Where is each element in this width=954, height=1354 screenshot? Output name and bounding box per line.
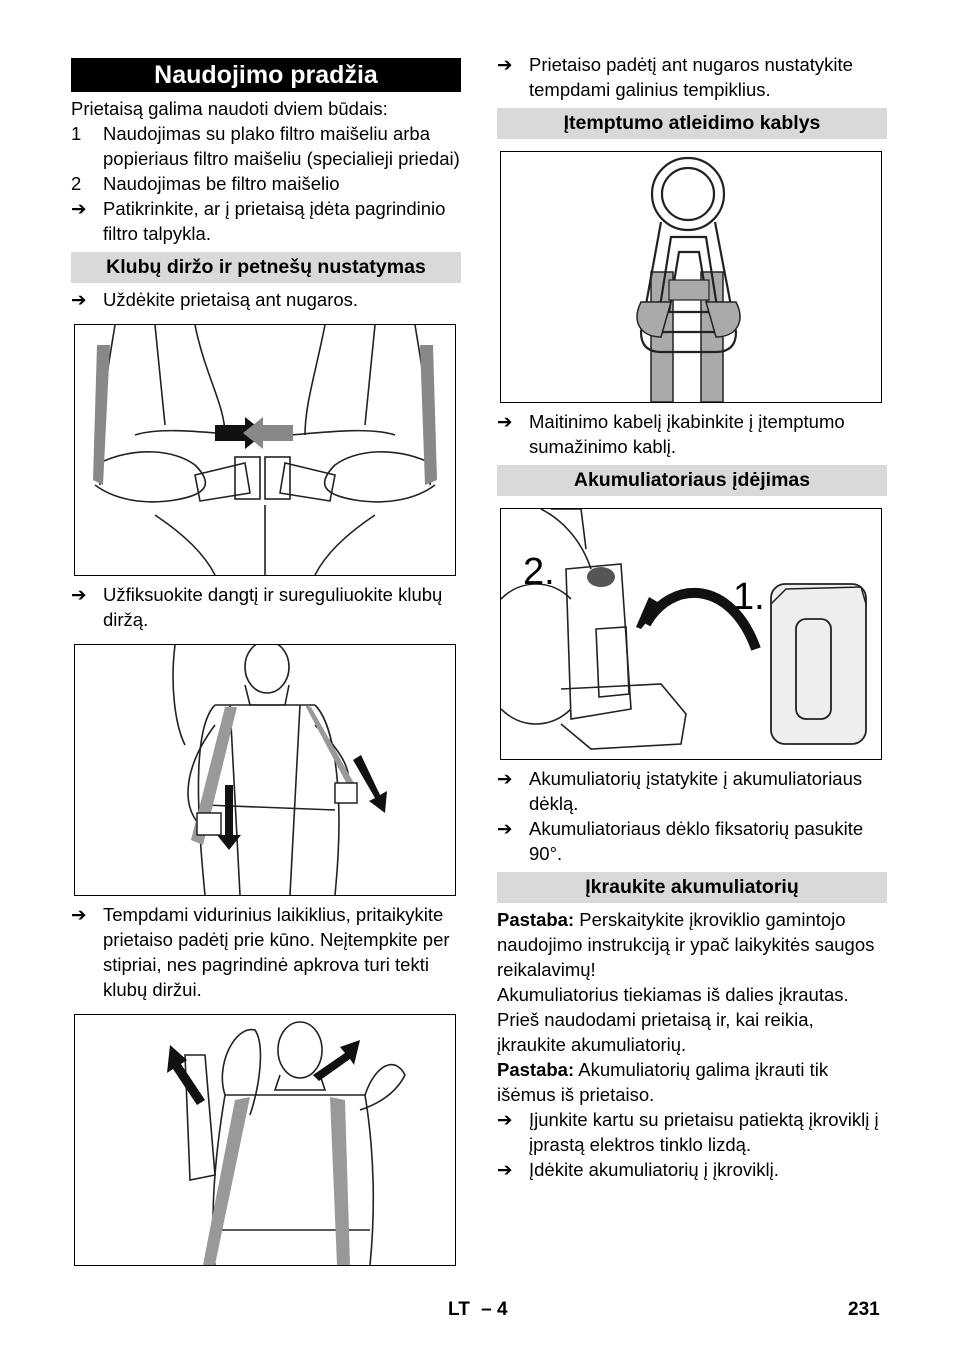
step-text: Prietaiso padėtį ant nugaros nustatykite tempdami galinius tempiklius. — [529, 54, 853, 100]
list-item — [71, 196, 461, 246]
instruction-step — [71, 287, 461, 312]
list-text: Naudojimas be filtro maišelio — [103, 173, 340, 194]
illustration-battery-insert — [500, 508, 882, 760]
footer-local-page: – 4 — [481, 1299, 508, 1320]
shoulder-straps-drawing — [75, 645, 455, 895]
step-text: Įdėkite akumuliatorių į įkroviklį. — [529, 1159, 779, 1180]
arrow-right-icon: ➔ — [497, 54, 513, 75]
list-marker: 2 — [71, 173, 82, 194]
arrow-down-right-icon — [353, 755, 387, 813]
step-text: Akumuliatoriaus dėklo fiksatorių pasukite 90°. — [529, 818, 864, 864]
instruction-step — [497, 766, 887, 816]
list-text: Naudojimas su plako filtro maišeliu arba popieriaus filtro maišeliu (specialieji priedai) — [103, 123, 460, 169]
intro-text: Prietaisą galima naudoti dviem būdais: — [71, 98, 388, 119]
arrow-right-icon: ➔ — [497, 768, 513, 789]
back-straps-drawing — [75, 1015, 455, 1265]
instruction-step — [71, 902, 461, 1002]
section-title-start: Naudojimo pradžia — [71, 58, 461, 92]
belt-buckle-drawing — [75, 325, 455, 575]
figure-label-1: 1. — [733, 576, 765, 618]
instruction-step — [497, 1157, 887, 1182]
body-paragraph: Akumuliatorius tiekiamas iš dalies įkrautas. Prieš naudodami prietaisą ir, kai reikia, įkraukite akumuliatorių. — [497, 984, 849, 1055]
arrow-right-icon: ➔ — [497, 1109, 513, 1130]
list-text: Patikrinkite, ar į prietaisą įdėta pagrindinio filtro talpykla. — [103, 198, 446, 244]
arrow-right-icon: ➔ — [71, 198, 87, 219]
note-label: Pastaba: — [497, 909, 575, 930]
arrow-right-icon: ➔ — [497, 1159, 513, 1180]
instruction-step — [497, 1107, 887, 1157]
left-column — [71, 52, 461, 1272]
section-title-hook: Įtemptumo atleidimo kablys — [497, 108, 887, 139]
section-title-belt: Klubų diržo ir petnešų nustatymas — [71, 252, 461, 283]
illustration-strain-relief-hook — [500, 151, 882, 403]
arrow-right-icon: ➔ — [71, 584, 87, 605]
step-text: Įjunkite kartu su prietaisu patiektą įkroviklį į įprastą elektros tinklo lizdą. — [529, 1109, 879, 1155]
section-title-battery: Akumuliatoriaus įdėjimas — [497, 465, 887, 496]
instruction-step — [497, 409, 887, 459]
illustration-back-straps — [74, 1014, 456, 1266]
note-paragraph — [497, 907, 887, 982]
battery-insert-drawing — [501, 509, 881, 759]
note-text: Akumuliatorių galima įkrauti tik išėmus iš prietaiso. — [497, 1059, 829, 1105]
step-text: Užfiksuokite dangtį ir sureguliuokite klubų diržą. — [103, 584, 443, 630]
footer-section — [448, 1297, 508, 1322]
instruction-step — [71, 582, 461, 632]
right-column — [497, 52, 887, 1182]
step-text: Tempdami vidurinius laikiklius, pritaikykite prietaiso padėtį prie kūno. Neįtempkite per stipriai, nes pagrindinė apkrova turi tekti klubų diržui. — [103, 904, 450, 1000]
arrow-right-icon: ➔ — [71, 289, 87, 310]
arrow-right-icon: ➔ — [497, 411, 513, 432]
list-item — [71, 171, 461, 196]
note-label: Pastaba: — [497, 1059, 575, 1080]
instruction-step — [497, 816, 887, 866]
step-text: Maitinimo kabelį įkabinkite į įtemptumo sumažinimo kablį. — [529, 411, 845, 457]
illustration-belt-buckle — [74, 324, 456, 576]
arrow-right-icon: ➔ — [71, 904, 87, 925]
hook-drawing — [501, 152, 881, 402]
footer-language: LT — [448, 1299, 470, 1320]
note-text: Perskaitykite įkroviklio gamintojo naudojimo instrukciją ir ypač laikykitės saugos reikalavimų! — [497, 909, 875, 980]
illustration-shoulder-straps — [74, 644, 456, 896]
list-marker: 1 — [71, 123, 82, 144]
note-paragraph — [497, 1057, 887, 1107]
step-text: Akumuliatorių įstatykite į akumuliatoriaus dėklą. — [529, 768, 863, 814]
figure-label-2: 2. — [523, 551, 555, 593]
list-item — [71, 121, 461, 171]
instruction-step — [497, 52, 887, 102]
arrow-right-icon: ➔ — [497, 818, 513, 839]
section-title-charge: Įkraukite akumuliatorių — [497, 872, 887, 903]
step-text: Uždėkite prietaisą ant nugaros. — [103, 289, 359, 310]
page-number: 231 — [848, 1299, 880, 1320]
